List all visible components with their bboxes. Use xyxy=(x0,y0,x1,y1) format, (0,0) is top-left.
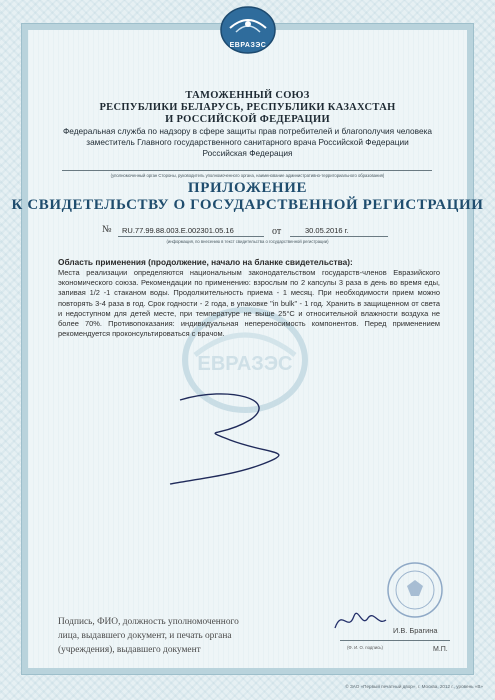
handwritten-signature xyxy=(330,598,390,638)
emblem-name: ЕВРАЗЭС xyxy=(229,42,267,49)
header-line-5: заместитель Главного государственного санитарного врача Российской Федерации xyxy=(86,137,409,147)
header-line-4: Федеральная служба по надзору в сфере защиты прав потребителей и благополучия человека xyxy=(62,126,433,136)
number-rule xyxy=(118,236,264,237)
signer-caption: (Ф. И. О. подпись) xyxy=(347,645,383,650)
date-rule xyxy=(290,236,388,237)
watermark-text: ЕВРАЗЭС xyxy=(197,353,293,375)
signature-caption xyxy=(58,615,239,657)
scope-text: Места реализации определяются национальным законодательством государств-членов Евразийского экономического союза. Рекомендации по применению: взрослым по 2 капсулы 3 раза в день во время еды, запивая 1/2 -1 стаканом воды. Продолжительность приема - 1 месяц. При необходимости прием можно повторять 3-4 раза в год. Срок годности - 2 года, в упаковке "in bulk" - 1 год. Хранить в защищенном от света и недоступном для детей месте, при температуре не выше 25°С и относительной влажности воздуха не более 70%. Противопоказания: индивидуальная непереносимость компонентов. Перед применением рекомендуется проконсультироваться с врачом. xyxy=(58,268,440,339)
document-subtitle: К СВИДЕТЕЛЬСТВУ О ГОСУДАРСТВЕННОЙ РЕГИСТРАЦИИ xyxy=(11,197,484,213)
stamp-label: М.П. xyxy=(433,646,448,653)
header-rule xyxy=(62,170,432,171)
signature-caption-line-1: Подпись, ФИО, должность уполномоченного xyxy=(58,617,239,627)
header-line-6: Российская Федерация xyxy=(202,148,293,158)
date-label: от xyxy=(272,226,282,237)
scope-heading: Область применения (продолжение, начало на бланке свидетельства): xyxy=(58,257,353,267)
registration-date: 30.05.2016 г. xyxy=(305,226,349,235)
header-caption: (уполномоченный орган Стороны, руководитель уполномоченного органа, наименование административно-территориального образования) xyxy=(110,173,385,178)
header-line-3: И РОССИЙСКОЙ ФЕДЕРАЦИИ xyxy=(165,114,330,125)
signature-caption-line-3: (учреждения), выдавшего документ xyxy=(58,645,201,655)
number-label: № xyxy=(102,224,112,235)
printer-footer: © ЗАО «Первый печатный двор», г. Москва, 2012 г., уровень «В» xyxy=(345,684,483,689)
registration-caption: (информация, по внесению в текст свидетельства о государственной регистрации) xyxy=(166,239,329,244)
header-line-1: ТАМОЖЕННЫЙ СОЮЗ xyxy=(185,90,310,101)
header-line-2: РЕСПУБЛИКИ БЕЛАРУСЬ, РЕСПУБЛИКИ КАЗАХСТАН xyxy=(99,102,396,113)
signer-rule xyxy=(340,640,450,641)
handwritten-cancel-mark xyxy=(160,380,330,490)
evrazes-emblem xyxy=(218,6,278,58)
document-title: ПРИЛОЖЕНИЕ xyxy=(187,180,308,196)
signature-caption-line-2: лица, выдавшего документ, и печать органа xyxy=(58,631,232,641)
signer-name: И.В. Брагина xyxy=(393,626,438,635)
registration-number: RU.77.99.88.003.E.002301.05.16 xyxy=(122,226,234,235)
official-seal xyxy=(385,560,445,620)
emblem-icon xyxy=(218,6,278,58)
